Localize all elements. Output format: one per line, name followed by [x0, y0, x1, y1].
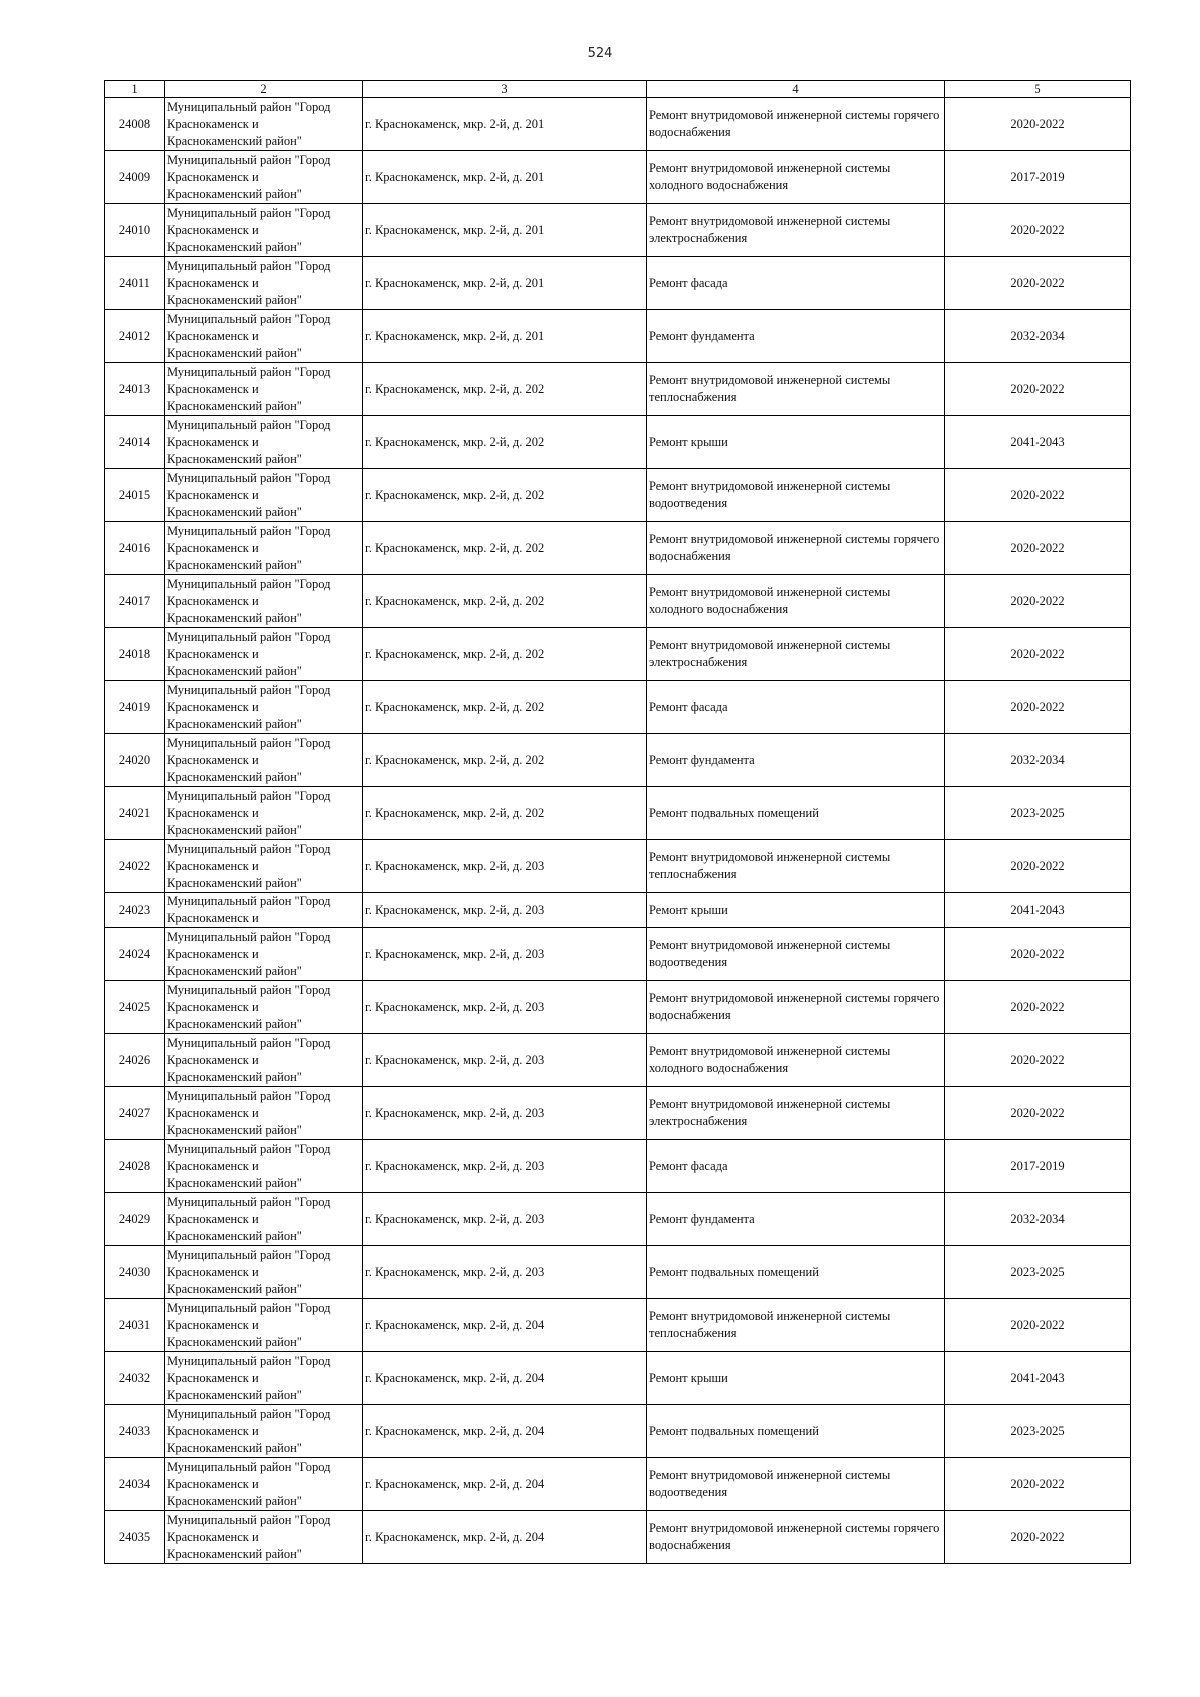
municipality-line: Краснокаменск и	[167, 116, 259, 131]
work-type-cell: Ремонт внутридомовой инженерной системы водоотведения	[647, 928, 945, 981]
period-cell: 2020-2022	[945, 1511, 1131, 1564]
municipality-line: Краснокаменский район"	[167, 1069, 302, 1084]
municipality-line: Муниципальный район "Город	[167, 99, 331, 114]
municipality-cell	[165, 1511, 363, 1564]
table-row	[105, 151, 1131, 204]
work-type-cell: Ремонт фундамента	[647, 310, 945, 363]
table-row	[105, 734, 1131, 787]
municipality-cell	[165, 681, 363, 734]
address-cell: г. Краснокаменск, мкр. 2-й, д. 203	[363, 1140, 647, 1193]
period-cell: 2017-2019	[945, 151, 1131, 204]
municipality-line: Краснокаменск и	[167, 911, 259, 925]
table-row	[105, 1087, 1131, 1140]
address-cell: г. Краснокаменск, мкр. 2-й, д. 203	[363, 840, 647, 893]
record-number-cell: 24012	[105, 310, 165, 363]
work-type-cell: Ремонт внутридомовой инженерной системы теплоснабжения	[647, 1299, 945, 1352]
record-number-cell: 24017	[105, 575, 165, 628]
period-cell: 2020-2022	[945, 840, 1131, 893]
municipality-cell	[165, 522, 363, 575]
period-cell: 2023-2025	[945, 787, 1131, 840]
municipality-line: Краснокаменский район"	[167, 716, 302, 731]
municipality-line: Краснокаменский район"	[167, 610, 302, 625]
municipality-line: Муниципальный район "Город	[167, 682, 331, 697]
municipality-line: Краснокаменск и	[167, 434, 259, 449]
record-number-cell: 24033	[105, 1405, 165, 1458]
table-row	[105, 1140, 1131, 1193]
municipality-cell	[165, 98, 363, 151]
municipality-line: Краснокаменск и	[167, 1211, 259, 1226]
record-number-cell: 24010	[105, 204, 165, 257]
address-cell: г. Краснокаменск, мкр. 2-й, д. 202	[363, 416, 647, 469]
municipality-line: Краснокаменск и	[167, 1105, 259, 1120]
table-body	[105, 98, 1131, 1564]
period-cell: 2032-2034	[945, 734, 1131, 787]
work-type-cell: Ремонт внутридомовой инженерной системы электроснабжения	[647, 628, 945, 681]
record-number-cell: 24015	[105, 469, 165, 522]
municipality-line: Муниципальный район "Город	[167, 523, 331, 538]
municipality-line: Краснокаменск и	[167, 1476, 259, 1491]
table-row	[105, 98, 1131, 151]
municipality-line: Муниципальный район "Город	[167, 311, 331, 326]
municipality-line: Краснокаменский район"	[167, 1016, 302, 1031]
address-cell: г. Краснокаменск, мкр. 2-й, д. 201	[363, 310, 647, 363]
period-cell: 2020-2022	[945, 522, 1131, 575]
address-cell: г. Краснокаменск, мкр. 2-й, д. 204	[363, 1299, 647, 1352]
municipality-line: Краснокаменск и	[167, 540, 259, 555]
municipality-line: Краснокаменский район"	[167, 292, 302, 307]
municipality-line: Краснокаменск и	[167, 805, 259, 820]
address-cell: г. Краснокаменск, мкр. 2-й, д. 203	[363, 1193, 647, 1246]
municipality-line: Краснокаменский район"	[167, 557, 302, 572]
header-row	[105, 81, 1131, 98]
period-cell: 2020-2022	[945, 1034, 1131, 1087]
municipality-line: Муниципальный район "Город	[167, 1512, 331, 1527]
record-number-cell: 24016	[105, 522, 165, 575]
municipality-cell	[165, 1034, 363, 1087]
municipality-line: Краснокаменский район"	[167, 504, 302, 519]
municipality-line: Краснокаменск и	[167, 646, 259, 661]
record-number-cell: 24026	[105, 1034, 165, 1087]
municipality-line: Краснокаменский район"	[167, 133, 302, 148]
period-cell: 2041-2043	[945, 416, 1131, 469]
table-row	[105, 1511, 1131, 1564]
period-cell: 2020-2022	[945, 981, 1131, 1034]
period-cell: 2020-2022	[945, 98, 1131, 151]
municipality-line: Муниципальный район "Город	[167, 364, 331, 379]
municipality-cell	[165, 1352, 363, 1405]
municipality-line: Краснокаменский район"	[167, 451, 302, 466]
municipality-cell	[165, 363, 363, 416]
address-cell: г. Краснокаменск, мкр. 2-й, д. 202	[363, 628, 647, 681]
municipality-line: Краснокаменский район"	[167, 186, 302, 201]
municipality-cell	[165, 893, 363, 928]
period-cell: 2020-2022	[945, 575, 1131, 628]
period-cell: 2023-2025	[945, 1405, 1131, 1458]
municipality-line: Муниципальный район "Город	[167, 929, 331, 944]
table-row	[105, 257, 1131, 310]
period-cell: 2023-2025	[945, 1246, 1131, 1299]
column-header-5: 5	[945, 81, 1131, 98]
repair-schedule-table	[104, 80, 1131, 1564]
work-type-cell: Ремонт внутридомовой инженерной системы горячего водоснабжения	[647, 1511, 945, 1564]
municipality-line: Краснокаменск и	[167, 169, 259, 184]
record-number-cell: 24019	[105, 681, 165, 734]
table-row	[105, 1458, 1131, 1511]
municipality-line: Муниципальный район "Город	[167, 1459, 331, 1474]
record-number-cell: 24022	[105, 840, 165, 893]
table-row	[105, 628, 1131, 681]
record-number-cell: 24030	[105, 1246, 165, 1299]
period-cell: 2020-2022	[945, 1299, 1131, 1352]
municipality-line: Муниципальный район "Город	[167, 1247, 331, 1262]
municipality-line: Муниципальный район "Город	[167, 1300, 331, 1315]
work-type-cell: Ремонт фасада	[647, 681, 945, 734]
municipality-line: Краснокаменск и	[167, 275, 259, 290]
municipality-line: Муниципальный район "Город	[167, 152, 331, 167]
municipality-cell	[165, 1193, 363, 1246]
record-number-cell: 24034	[105, 1458, 165, 1511]
table-row	[105, 522, 1131, 575]
table-row	[105, 575, 1131, 628]
municipality-cell	[165, 734, 363, 787]
period-cell: 2020-2022	[945, 363, 1131, 416]
work-type-cell: Ремонт подвальных помещений	[647, 787, 945, 840]
municipality-line: Муниципальный район "Город	[167, 417, 331, 432]
municipality-line: Краснокаменский район"	[167, 769, 302, 784]
work-type-cell: Ремонт внутридомовой инженерной системы водоотведения	[647, 1458, 945, 1511]
municipality-line: Краснокаменск и	[167, 381, 259, 396]
period-cell: 2020-2022	[945, 469, 1131, 522]
municipality-line: Краснокаменский район"	[167, 345, 302, 360]
address-cell: г. Краснокаменск, мкр. 2-й, д. 204	[363, 1352, 647, 1405]
municipality-line: Муниципальный район "Город	[167, 629, 331, 644]
address-cell: г. Краснокаменск, мкр. 2-й, д. 204	[363, 1405, 647, 1458]
record-number-cell: 24008	[105, 98, 165, 151]
record-number-cell: 24023	[105, 893, 165, 928]
address-cell: г. Краснокаменск, мкр. 2-й, д. 202	[363, 522, 647, 575]
period-cell: 2017-2019	[945, 1140, 1131, 1193]
municipality-line: Муниципальный район "Город	[167, 982, 331, 997]
column-header-2: 2	[165, 81, 363, 98]
work-type-cell: Ремонт фундамента	[647, 734, 945, 787]
municipality-line: Краснокаменский район"	[167, 1281, 302, 1296]
work-type-cell: Ремонт подвальных помещений	[647, 1246, 945, 1299]
period-cell: 2020-2022	[945, 1087, 1131, 1140]
work-type-cell: Ремонт внутридомовой инженерной системы электроснабжения	[647, 1087, 945, 1140]
work-type-cell: Ремонт внутридомовой инженерной системы горячего водоснабжения	[647, 522, 945, 575]
municipality-cell	[165, 1087, 363, 1140]
table-row	[105, 1246, 1131, 1299]
period-cell: 2020-2022	[945, 1458, 1131, 1511]
work-type-cell: Ремонт внутридомовой инженерной системы теплоснабжения	[647, 363, 945, 416]
work-type-cell: Ремонт внутридомовой инженерной системы холодного водоснабжения	[647, 151, 945, 204]
work-type-cell: Ремонт внутридомовой инженерной системы холодного водоснабжения	[647, 575, 945, 628]
municipality-cell	[165, 928, 363, 981]
record-number-cell: 24024	[105, 928, 165, 981]
period-cell: 2020-2022	[945, 928, 1131, 981]
address-cell: г. Краснокаменск, мкр. 2-й, д. 202	[363, 734, 647, 787]
record-number-cell: 24027	[105, 1087, 165, 1140]
municipality-line: Муниципальный район "Город	[167, 788, 331, 803]
municipality-cell	[165, 1246, 363, 1299]
record-number-cell: 24029	[105, 1193, 165, 1246]
municipality-line: Муниципальный район "Город	[167, 1035, 331, 1050]
address-cell: г. Краснокаменск, мкр. 2-й, д. 201	[363, 204, 647, 257]
address-cell: г. Краснокаменск, мкр. 2-й, д. 202	[363, 575, 647, 628]
column-header-4: 4	[647, 81, 945, 98]
work-type-cell: Ремонт внутридомовой инженерной системы электроснабжения	[647, 204, 945, 257]
table-header	[105, 81, 1131, 98]
table-row	[105, 840, 1131, 893]
work-type-cell: Ремонт внутридомовой инженерной системы теплоснабжения	[647, 840, 945, 893]
municipality-line: Краснокаменск и	[167, 858, 259, 873]
work-type-cell: Ремонт внутридомовой инженерной системы водоотведения	[647, 469, 945, 522]
municipality-line: Муниципальный район "Город	[167, 470, 331, 485]
table-row	[105, 469, 1131, 522]
municipality-line: Краснокаменск и	[167, 328, 259, 343]
address-cell: г. Краснокаменск, мкр. 2-й, д. 204	[363, 1458, 647, 1511]
period-cell: 2020-2022	[945, 628, 1131, 681]
address-cell: г. Краснокаменск, мкр. 2-й, д. 201	[363, 98, 647, 151]
record-number-cell: 24020	[105, 734, 165, 787]
municipality-line: Краснокаменский район"	[167, 1440, 302, 1455]
record-number-cell: 24031	[105, 1299, 165, 1352]
period-cell: 2041-2043	[945, 1352, 1131, 1405]
record-number-cell: 24035	[105, 1511, 165, 1564]
municipality-line: Краснокаменск и	[167, 1370, 259, 1385]
record-number-cell: 24032	[105, 1352, 165, 1405]
address-cell: г. Краснокаменск, мкр. 2-й, д. 203	[363, 893, 647, 928]
municipality-line: Краснокаменск и	[167, 1158, 259, 1173]
period-cell: 2020-2022	[945, 681, 1131, 734]
municipality-line: Муниципальный район "Город	[167, 258, 331, 273]
page-number: 524	[587, 46, 613, 61]
address-cell: г. Краснокаменск, мкр. 2-й, д. 204	[363, 1511, 647, 1564]
period-cell: 2020-2022	[945, 257, 1131, 310]
municipality-cell	[165, 204, 363, 257]
address-cell: г. Краснокаменск, мкр. 2-й, д. 203	[363, 1087, 647, 1140]
municipality-line: Краснокаменск и	[167, 487, 259, 502]
municipality-cell	[165, 575, 363, 628]
municipality-line: Краснокаменск и	[167, 1264, 259, 1279]
municipality-line: Муниципальный район "Город	[167, 1406, 331, 1421]
municipality-line: Муниципальный район "Город	[167, 1353, 331, 1368]
municipality-line: Краснокаменск и	[167, 999, 259, 1014]
municipality-cell	[165, 1458, 363, 1511]
record-number-cell: 24025	[105, 981, 165, 1034]
record-number-cell: 24021	[105, 787, 165, 840]
municipality-line: Муниципальный район "Город	[167, 205, 331, 220]
municipality-line: Краснокаменский район"	[167, 239, 302, 254]
period-cell: 2032-2034	[945, 310, 1131, 363]
address-cell: г. Краснокаменск, мкр. 2-й, д. 203	[363, 981, 647, 1034]
municipality-line: Краснокаменский район"	[167, 963, 302, 978]
municipality-line: Краснокаменский район"	[167, 875, 302, 890]
municipality-line: Краснокаменский район"	[167, 822, 302, 837]
record-number-cell: 24011	[105, 257, 165, 310]
municipality-line: Муниципальный район "Город	[167, 735, 331, 750]
period-cell: 2041-2043	[945, 893, 1131, 928]
work-type-cell: Ремонт фасада	[647, 257, 945, 310]
municipality-line: Краснокаменский район"	[167, 1546, 302, 1561]
table-row	[105, 310, 1131, 363]
municipality-line: Краснокаменск и	[167, 1529, 259, 1544]
municipality-line: Краснокаменский район"	[167, 663, 302, 678]
address-cell: г. Краснокаменск, мкр. 2-й, д. 202	[363, 787, 647, 840]
record-number-cell: 24009	[105, 151, 165, 204]
municipality-line: Краснокаменск и	[167, 1317, 259, 1332]
municipality-line: Краснокаменск и	[167, 752, 259, 767]
municipality-line: Краснокаменский район"	[167, 398, 302, 413]
municipality-cell	[165, 416, 363, 469]
municipality-line: Краснокаменск и	[167, 946, 259, 961]
municipality-cell	[165, 310, 363, 363]
record-number-cell: 24018	[105, 628, 165, 681]
municipality-cell	[165, 628, 363, 681]
municipality-cell	[165, 151, 363, 204]
municipality-cell	[165, 469, 363, 522]
municipality-line: Муниципальный район "Город	[167, 1088, 331, 1103]
table-row	[105, 981, 1131, 1034]
address-cell: г. Краснокаменск, мкр. 2-й, д. 203	[363, 1034, 647, 1087]
table-row	[105, 363, 1131, 416]
work-type-cell: Ремонт фундамента	[647, 1193, 945, 1246]
address-cell: г. Краснокаменск, мкр. 2-й, д. 203	[363, 1246, 647, 1299]
work-type-cell: Ремонт крыши	[647, 416, 945, 469]
period-cell: 2032-2034	[945, 1193, 1131, 1246]
municipality-line: Краснокаменск и	[167, 1052, 259, 1067]
municipality-cell	[165, 1140, 363, 1193]
table-row	[105, 787, 1131, 840]
table-row	[105, 416, 1131, 469]
municipality-cell	[165, 1405, 363, 1458]
municipality-line: Муниципальный район "Город	[167, 1194, 331, 1209]
municipality-cell	[165, 257, 363, 310]
table-row	[105, 1034, 1131, 1087]
column-header-3: 3	[363, 81, 647, 98]
address-cell: г. Краснокаменск, мкр. 2-й, д. 202	[363, 363, 647, 416]
address-cell: г. Краснокаменск, мкр. 2-й, д. 203	[363, 928, 647, 981]
work-type-cell: Ремонт фасада	[647, 1140, 945, 1193]
municipality-line: Муниципальный район "Город	[167, 841, 331, 856]
table-row	[105, 893, 1131, 928]
municipality-line: Краснокаменский район"	[167, 1228, 302, 1243]
table-row	[105, 1193, 1131, 1246]
municipality-line: Краснокаменск и	[167, 1423, 259, 1438]
table-row	[105, 681, 1131, 734]
column-header-1: 1	[105, 81, 165, 98]
work-type-cell: Ремонт крыши	[647, 1352, 945, 1405]
period-cell: 2020-2022	[945, 204, 1131, 257]
address-cell: г. Краснокаменск, мкр. 2-й, д. 201	[363, 257, 647, 310]
work-type-cell: Ремонт внутридомовой инженерной системы горячего водоснабжения	[647, 981, 945, 1034]
table-row	[105, 928, 1131, 981]
municipality-line: Краснокаменский район"	[167, 1175, 302, 1190]
municipality-line: Краснокаменский район"	[167, 1122, 302, 1137]
record-number-cell: 24014	[105, 416, 165, 469]
table-row	[105, 1405, 1131, 1458]
municipality-cell	[165, 1299, 363, 1352]
municipality-line: Краснокаменский район"	[167, 1387, 302, 1402]
municipality-cell	[165, 981, 363, 1034]
table-row	[105, 204, 1131, 257]
work-type-cell: Ремонт внутридомовой инженерной системы горячего водоснабжения	[647, 98, 945, 151]
municipality-line: Краснокаменск и	[167, 222, 259, 237]
municipality-line: Краснокаменский район"	[167, 1493, 302, 1508]
work-type-cell: Ремонт подвальных помещений	[647, 1405, 945, 1458]
municipality-line: Муниципальный район "Город	[167, 576, 331, 591]
work-type-cell: Ремонт крыши	[647, 893, 945, 928]
municipality-cell	[165, 787, 363, 840]
municipality-cell	[165, 840, 363, 893]
municipality-line: Краснокаменский район"	[167, 1334, 302, 1349]
municipality-line: Муниципальный район "Город	[167, 894, 331, 908]
address-cell: г. Краснокаменск, мкр. 2-й, д. 201	[363, 151, 647, 204]
address-cell: г. Краснокаменск, мкр. 2-й, д. 202	[363, 681, 647, 734]
municipality-line: Муниципальный район "Город	[167, 1141, 331, 1156]
table-row	[105, 1299, 1131, 1352]
address-cell: г. Краснокаменск, мкр. 2-й, д. 202	[363, 469, 647, 522]
municipality-line: Краснокаменск и	[167, 699, 259, 714]
table-row	[105, 1352, 1131, 1405]
work-type-cell: Ремонт внутридомовой инженерной системы холодного водоснабжения	[647, 1034, 945, 1087]
record-number-cell: 24013	[105, 363, 165, 416]
municipality-line: Краснокаменск и	[167, 593, 259, 608]
record-number-cell: 24028	[105, 1140, 165, 1193]
